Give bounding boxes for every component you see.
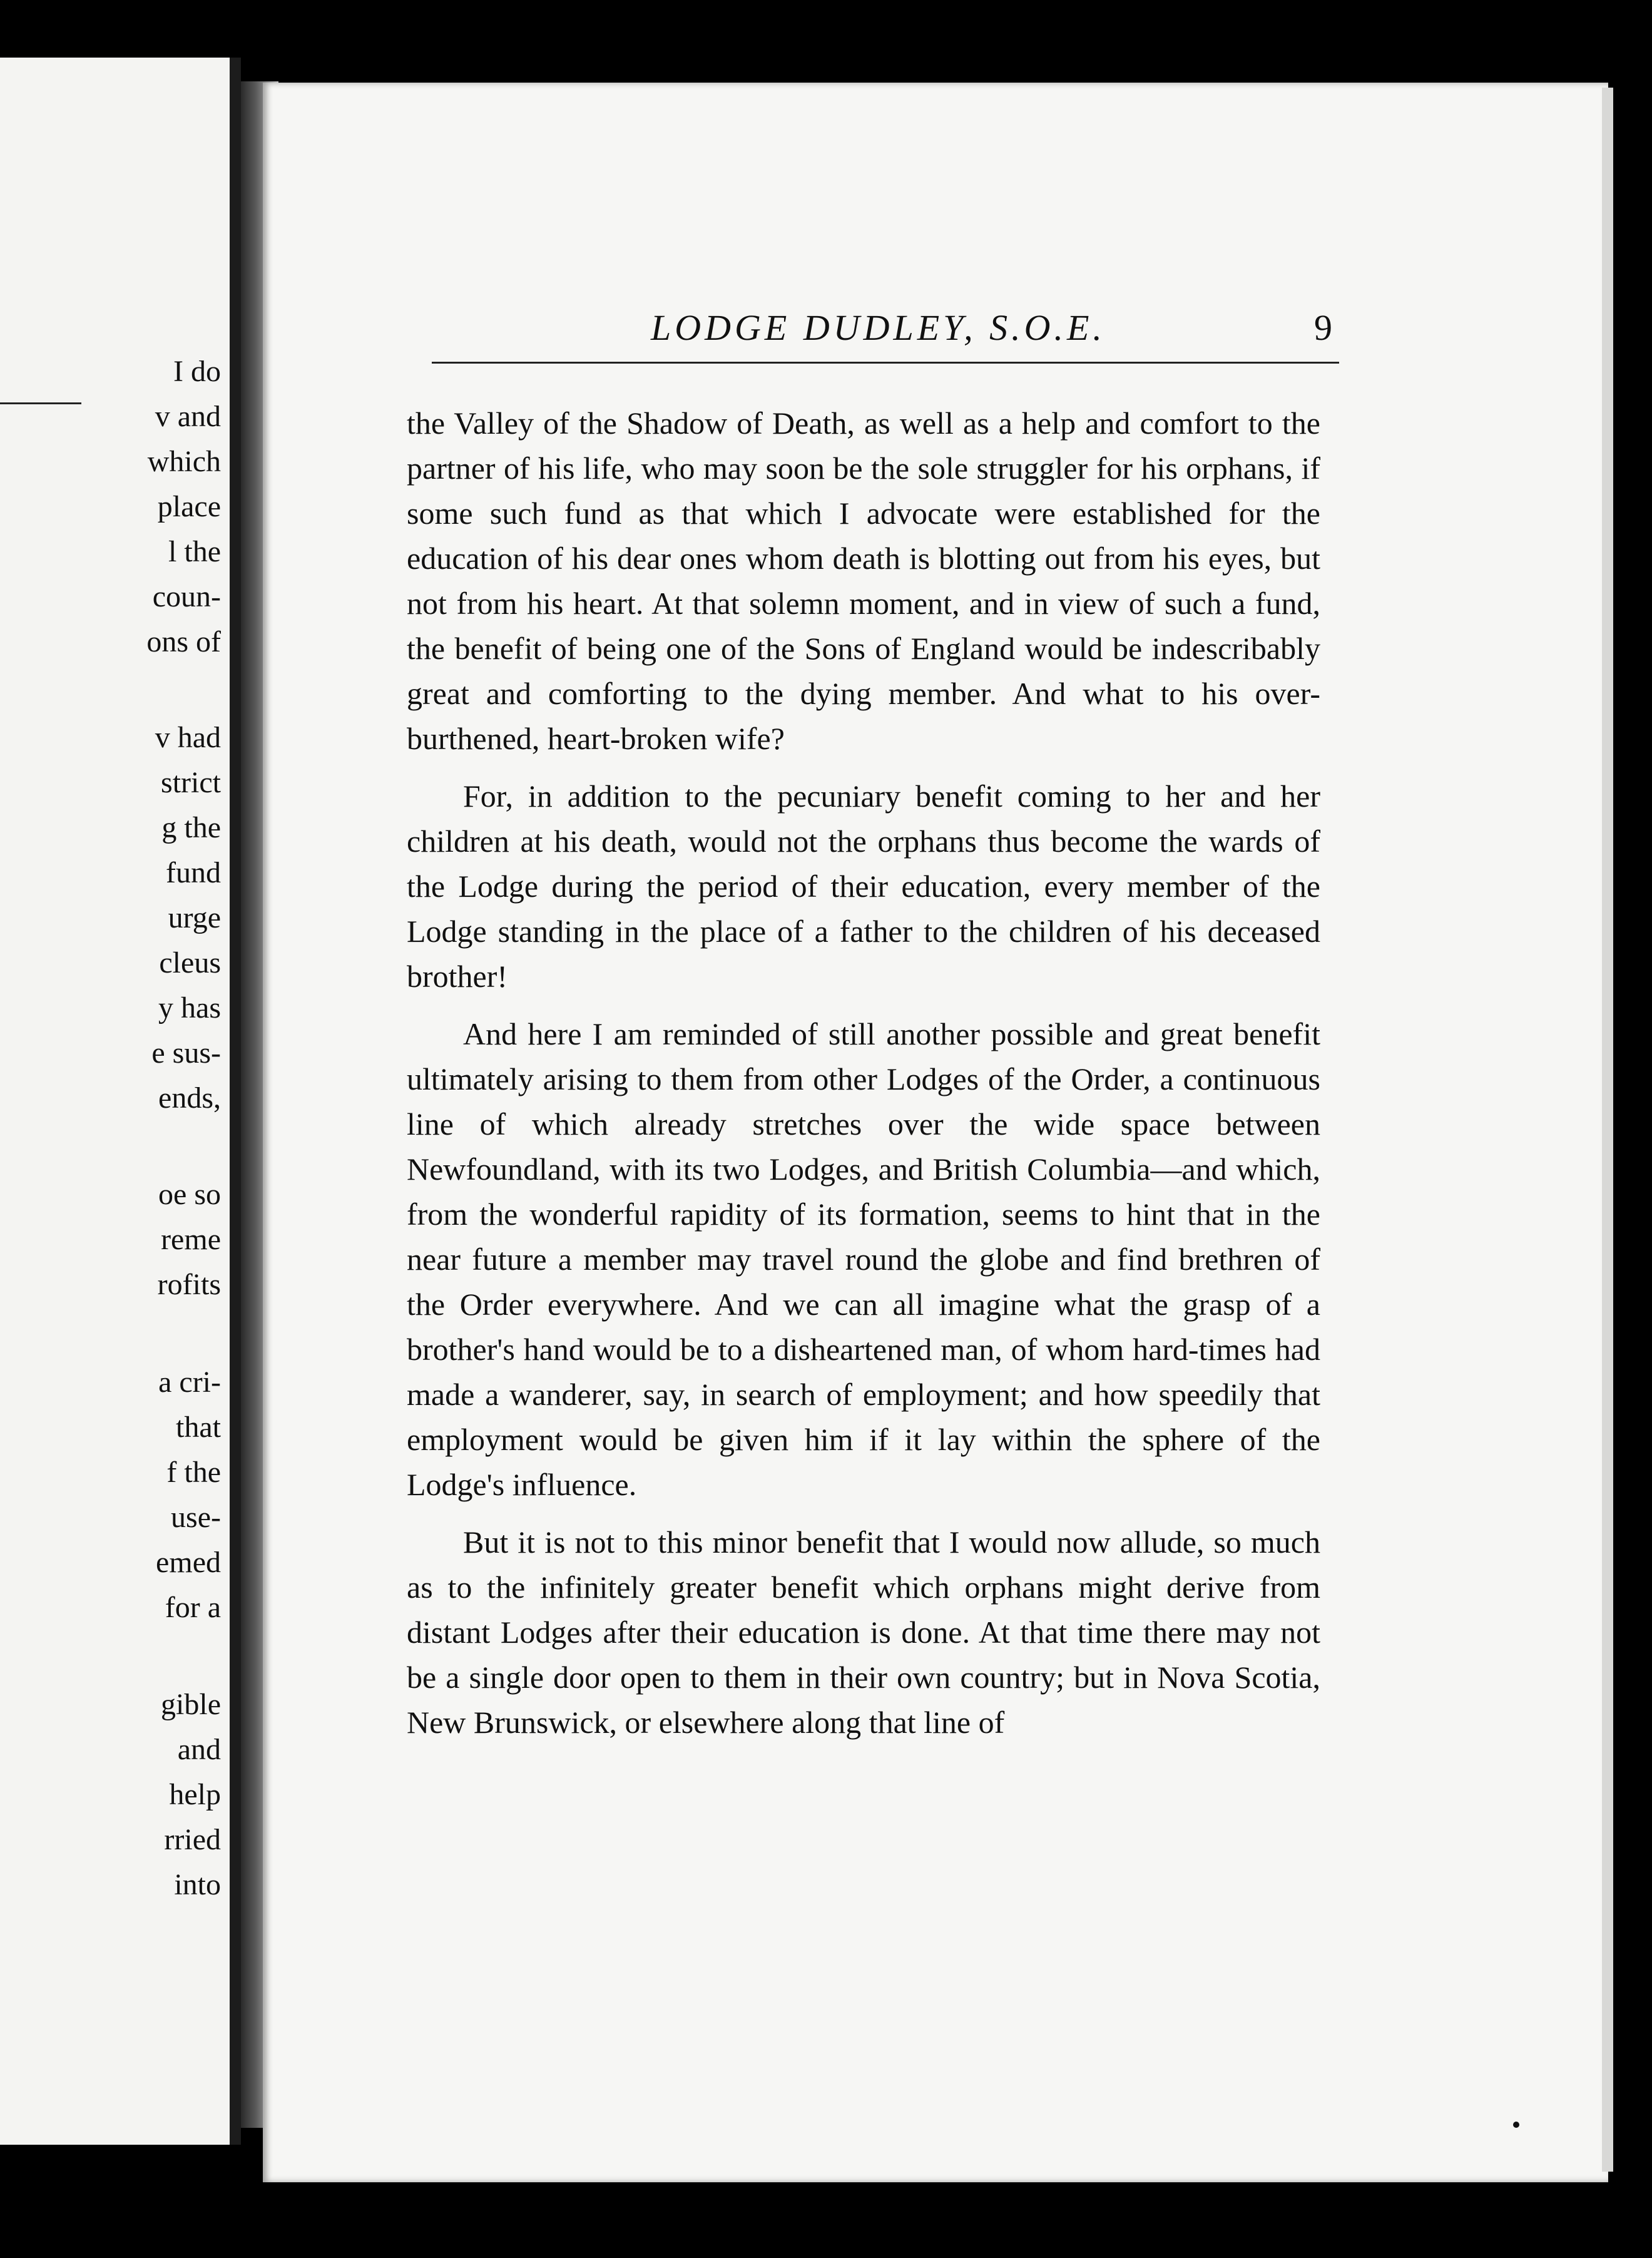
- left-page-line-fragment: y has: [158, 991, 221, 1024]
- left-page-line-fragment: l the: [168, 535, 221, 568]
- paragraph-3: And here I am reminded of still another possible and great benefit ultimately arising to them from other Lodges of the Order, a continuous line of which already stretches over the wide space between Newfoundland, with its two Lodges, and British Columbia—and which, from the wonderful rapidity of its formation, seems to hint that in the near future a member may travel round the globe and find brethren of the Order everywhere. And we can all imagine what the grasp of a brother's hand would be to a disheartened man, of whom hard-times had made a wanderer, say, in search of employment; and how speedily that employment would be given him if it lay within the sphere of the Lodge's influence.: [407, 1016, 1320, 1502]
- left-page-line-fragment: for a: [165, 1591, 221, 1624]
- left-page-line-fragment: which: [147, 445, 221, 478]
- left-page-line-fragment: that: [176, 1411, 221, 1444]
- left-page-line-fragment: use-: [171, 1501, 221, 1534]
- paragraph-2: For, in addition to the pecuniary benefit coming to her and her children at his death, would not the orphans thus become the wards of the Lodge during the period of their education, every member of the Lodge standing in the place of a father to the children of his deceased brother!: [407, 779, 1320, 994]
- left-page-line-fragment: a cri-: [158, 1366, 221, 1399]
- running-title: LODGE DUDLEY, S.O.E.: [651, 307, 1106, 348]
- left-page-line-fragment: rried: [164, 1823, 221, 1856]
- body-text: [407, 401, 1320, 1757]
- left-page-line-fragment: coun-: [152, 580, 221, 613]
- left-page-line-fragment: place: [157, 490, 221, 523]
- left-page-line-fragment: I do: [173, 355, 221, 388]
- running-head-rule: [432, 362, 1339, 364]
- left-facing-page: [0, 58, 241, 2145]
- left-page-line-fragment: emed: [156, 1546, 221, 1579]
- left-page-line-fragment: cleus: [159, 946, 221, 979]
- left-page-line-fragment: help: [169, 1778, 221, 1811]
- left-page-line-fragment: v had: [155, 721, 221, 754]
- running-head: [388, 307, 1332, 357]
- left-page-line-fragment: oe so: [158, 1178, 221, 1211]
- page-edge: [1602, 88, 1613, 2172]
- left-page-rule: [0, 402, 81, 404]
- left-page-line-fragment: v and: [155, 400, 221, 433]
- paragraph-4: But it is not to this minor benefit that I would now allude, so much as to the infinitely greater benefit which orphans might derive from distant Lodges after their education is done. At that time there may not be a single door open to them in their own country; but in Nova Scotia, New Brunswick, or elsewhere along that line of: [407, 1525, 1320, 1740]
- left-page-line-fragment: f the: [166, 1456, 221, 1489]
- left-page-line-fragment: rofits: [157, 1268, 221, 1301]
- ink-speck: [1513, 2122, 1519, 2128]
- left-page-line-fragment: fund: [166, 856, 221, 889]
- left-page-line-fragment: ends,: [158, 1081, 221, 1115]
- left-page-line-fragment: ons of: [146, 625, 221, 658]
- paragraph-1: the Valley of the Shadow of Death, as well as a help and comfort to the partner of his life, who may soon be the sole struggler for his orphans, if some such fund as that which I advocate were established for the education of his dear ones whom death is blotting out from his eyes, but not from his heart. At that solemn moment, and in view of such a fund, the benefit of being one of the Sons of England would be indescribably great and comforting to the dying member. And what to his over-burthened, heart-broken wife?: [407, 406, 1320, 756]
- left-page-line-fragment: and: [177, 1733, 221, 1766]
- left-page-line-fragment: into: [174, 1868, 221, 1901]
- left-page-line-fragment: e sus-: [151, 1036, 221, 1070]
- left-page-line-fragment: reme: [161, 1223, 221, 1256]
- page-number: 9: [1314, 307, 1332, 348]
- left-page-line-fragment: urge: [168, 901, 221, 934]
- left-page-line-fragment: gible: [161, 1688, 221, 1721]
- left-page-line-fragment: strict: [161, 766, 221, 799]
- left-page-line-fragment: g the: [161, 811, 221, 844]
